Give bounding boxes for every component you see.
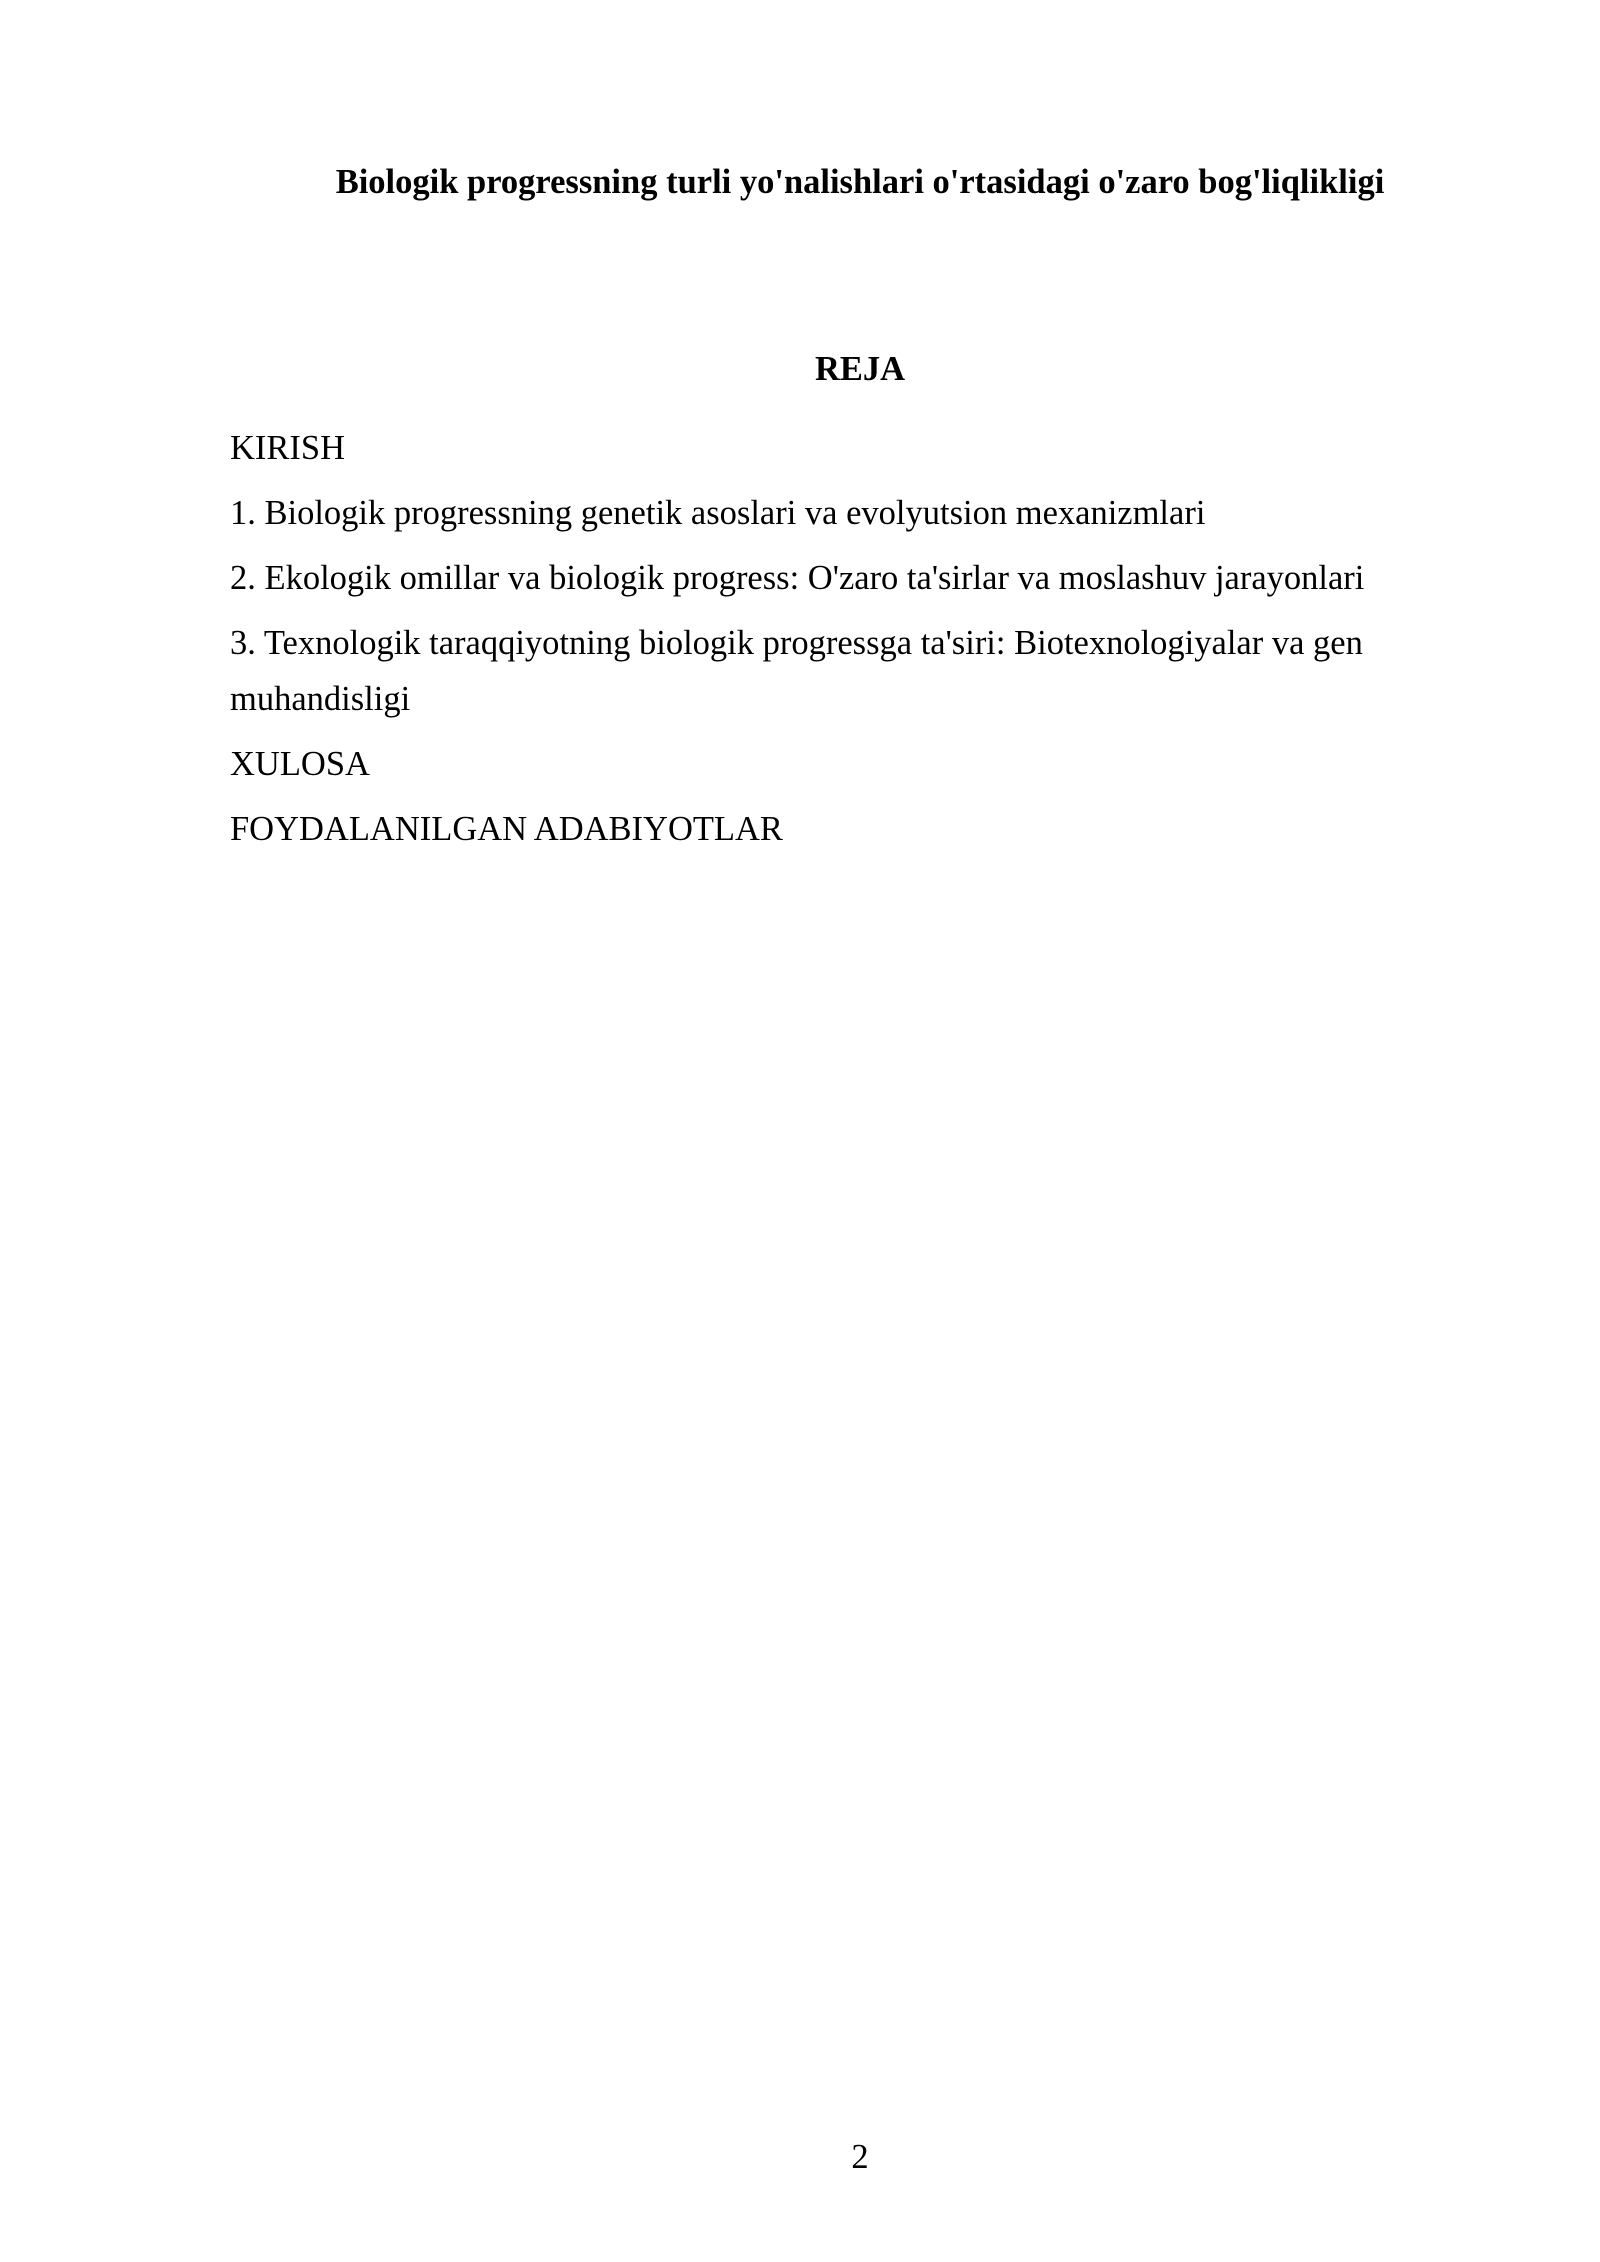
- plan-item-references: FOYDALANILGAN ADABIYOTLAR: [230, 810, 783, 848]
- plan-item-introduction: KIRISH: [230, 429, 346, 467]
- page-number: 2: [851, 2138, 869, 2176]
- plan-item-3: 3. Texnologik taraqqiyotning biologik progressga ta'siri: Biotexnologiyalar va gen muhandisligi: [230, 624, 1363, 718]
- document-title: Biologik progressning turli yo'nalishlari o'rtasidagi o'zaro bog'liqlikligi: [335, 163, 1385, 201]
- plan-item-conclusion: XULOSA: [230, 745, 370, 783]
- plan-list: [230, 420, 1490, 866]
- plan-item-2: 2. Ekologik omillar va biologik progress: O'zaro ta'sirlar va moslashuv jarayonlari: [230, 559, 1365, 597]
- plan-item-1: 1. Biologik progressning genetik asoslari va evolyutsion mexanizmlari: [230, 494, 1206, 532]
- plan-heading: REJA: [814, 350, 906, 388]
